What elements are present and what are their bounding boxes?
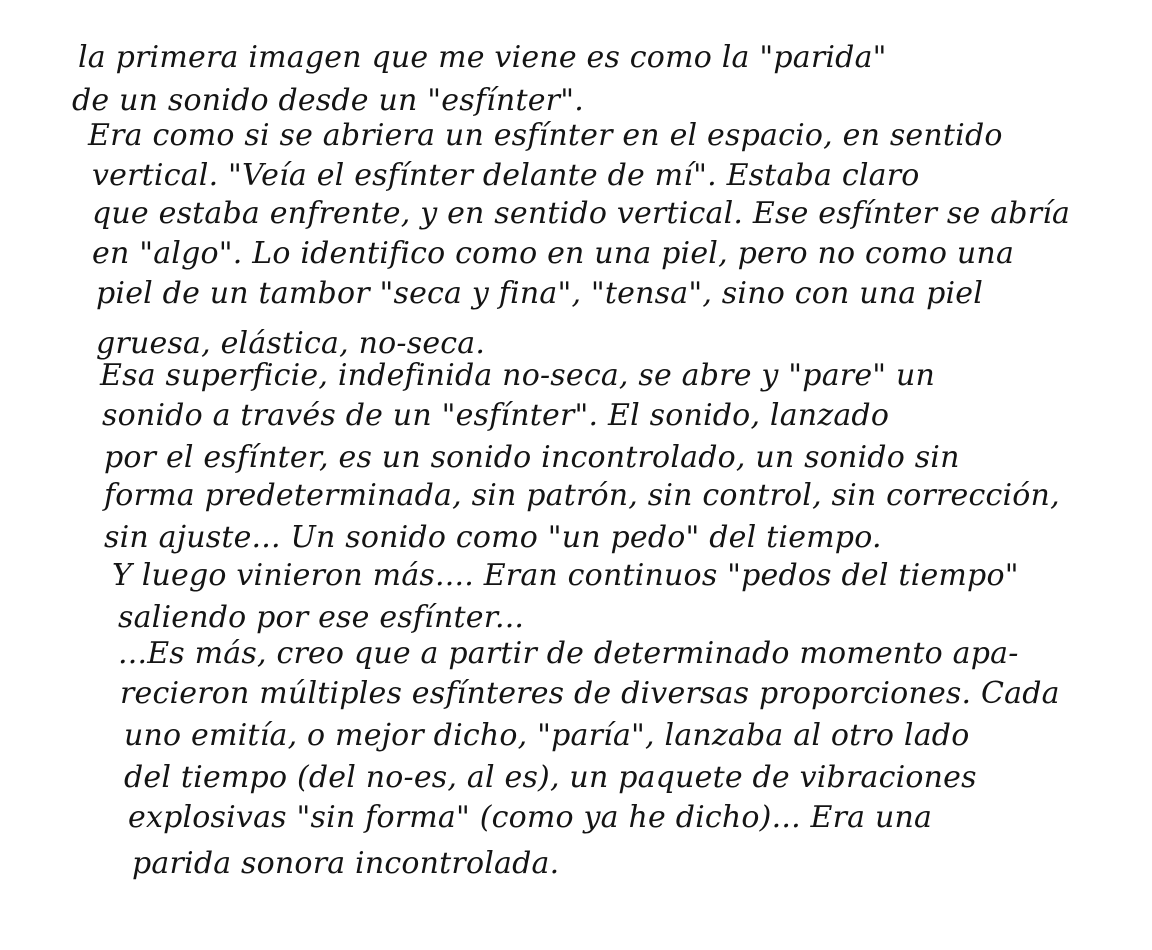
text-line-8: gruesa, elástica, no-seca. [96, 326, 486, 361]
text-line-12: forma predeterminada, sin patrón, sin control, sin corrección, [104, 478, 1060, 513]
text-line-11: por el esfínter, es un sonido incontrolado, un sonido sin [104, 440, 960, 475]
text-line-13: sin ajuste... Un sonido como "un pedo" del tiempo. [104, 520, 882, 555]
text-line-6: en "algo". Lo identifico como en una piel, pero no como una [92, 236, 1015, 271]
text-line-7: piel de un tambor "seca y fina", "tensa", sino con una piel [96, 276, 984, 311]
text-line-1: la primera imagen que me viene es como la "parida" [78, 40, 887, 75]
text-line-20: explosivas "sin forma" (como ya he dicho)... Era una [128, 800, 933, 835]
text-line-21: parida sonora incontrolada. [132, 846, 560, 881]
text-line-4: vertical. "Veía el esfínter delante de mí". Estaba claro [92, 158, 920, 193]
text-line-15: saliendo por ese esfínter... [118, 600, 525, 635]
text-line-5: que estaba enfrente, y en sentido vertical. Ese esfínter se abría [92, 196, 1071, 231]
text-line-3: Era como si se abriera un esfínter en el espacio, en sentido [88, 118, 1003, 153]
text-line-17: recieron múltiples esfínteres de diversas proporciones. Cada [120, 676, 1060, 711]
text-line-16: ...Es más, creo que a partir de determinado momento apa- [118, 636, 1019, 671]
text-line-2: de un sonido desde un "esfínter". [72, 83, 584, 118]
text-line-9: Esa superficie, indefinida no-seca, se abre y "pare" un [100, 358, 936, 393]
text-line-19: del tiempo (del no-es, al es), un paquete de vibraciones [124, 760, 977, 795]
text-line-14: Y luego vinieron más.... Eran continuos "pedos del tiempo" [112, 558, 1019, 593]
text-line-10: sonido a través de un "esfínter". El sonido, lanzado [102, 398, 890, 433]
text-line-18: uno emitía, o mejor dicho, "paría", lanzaba al otro lado [124, 718, 970, 753]
